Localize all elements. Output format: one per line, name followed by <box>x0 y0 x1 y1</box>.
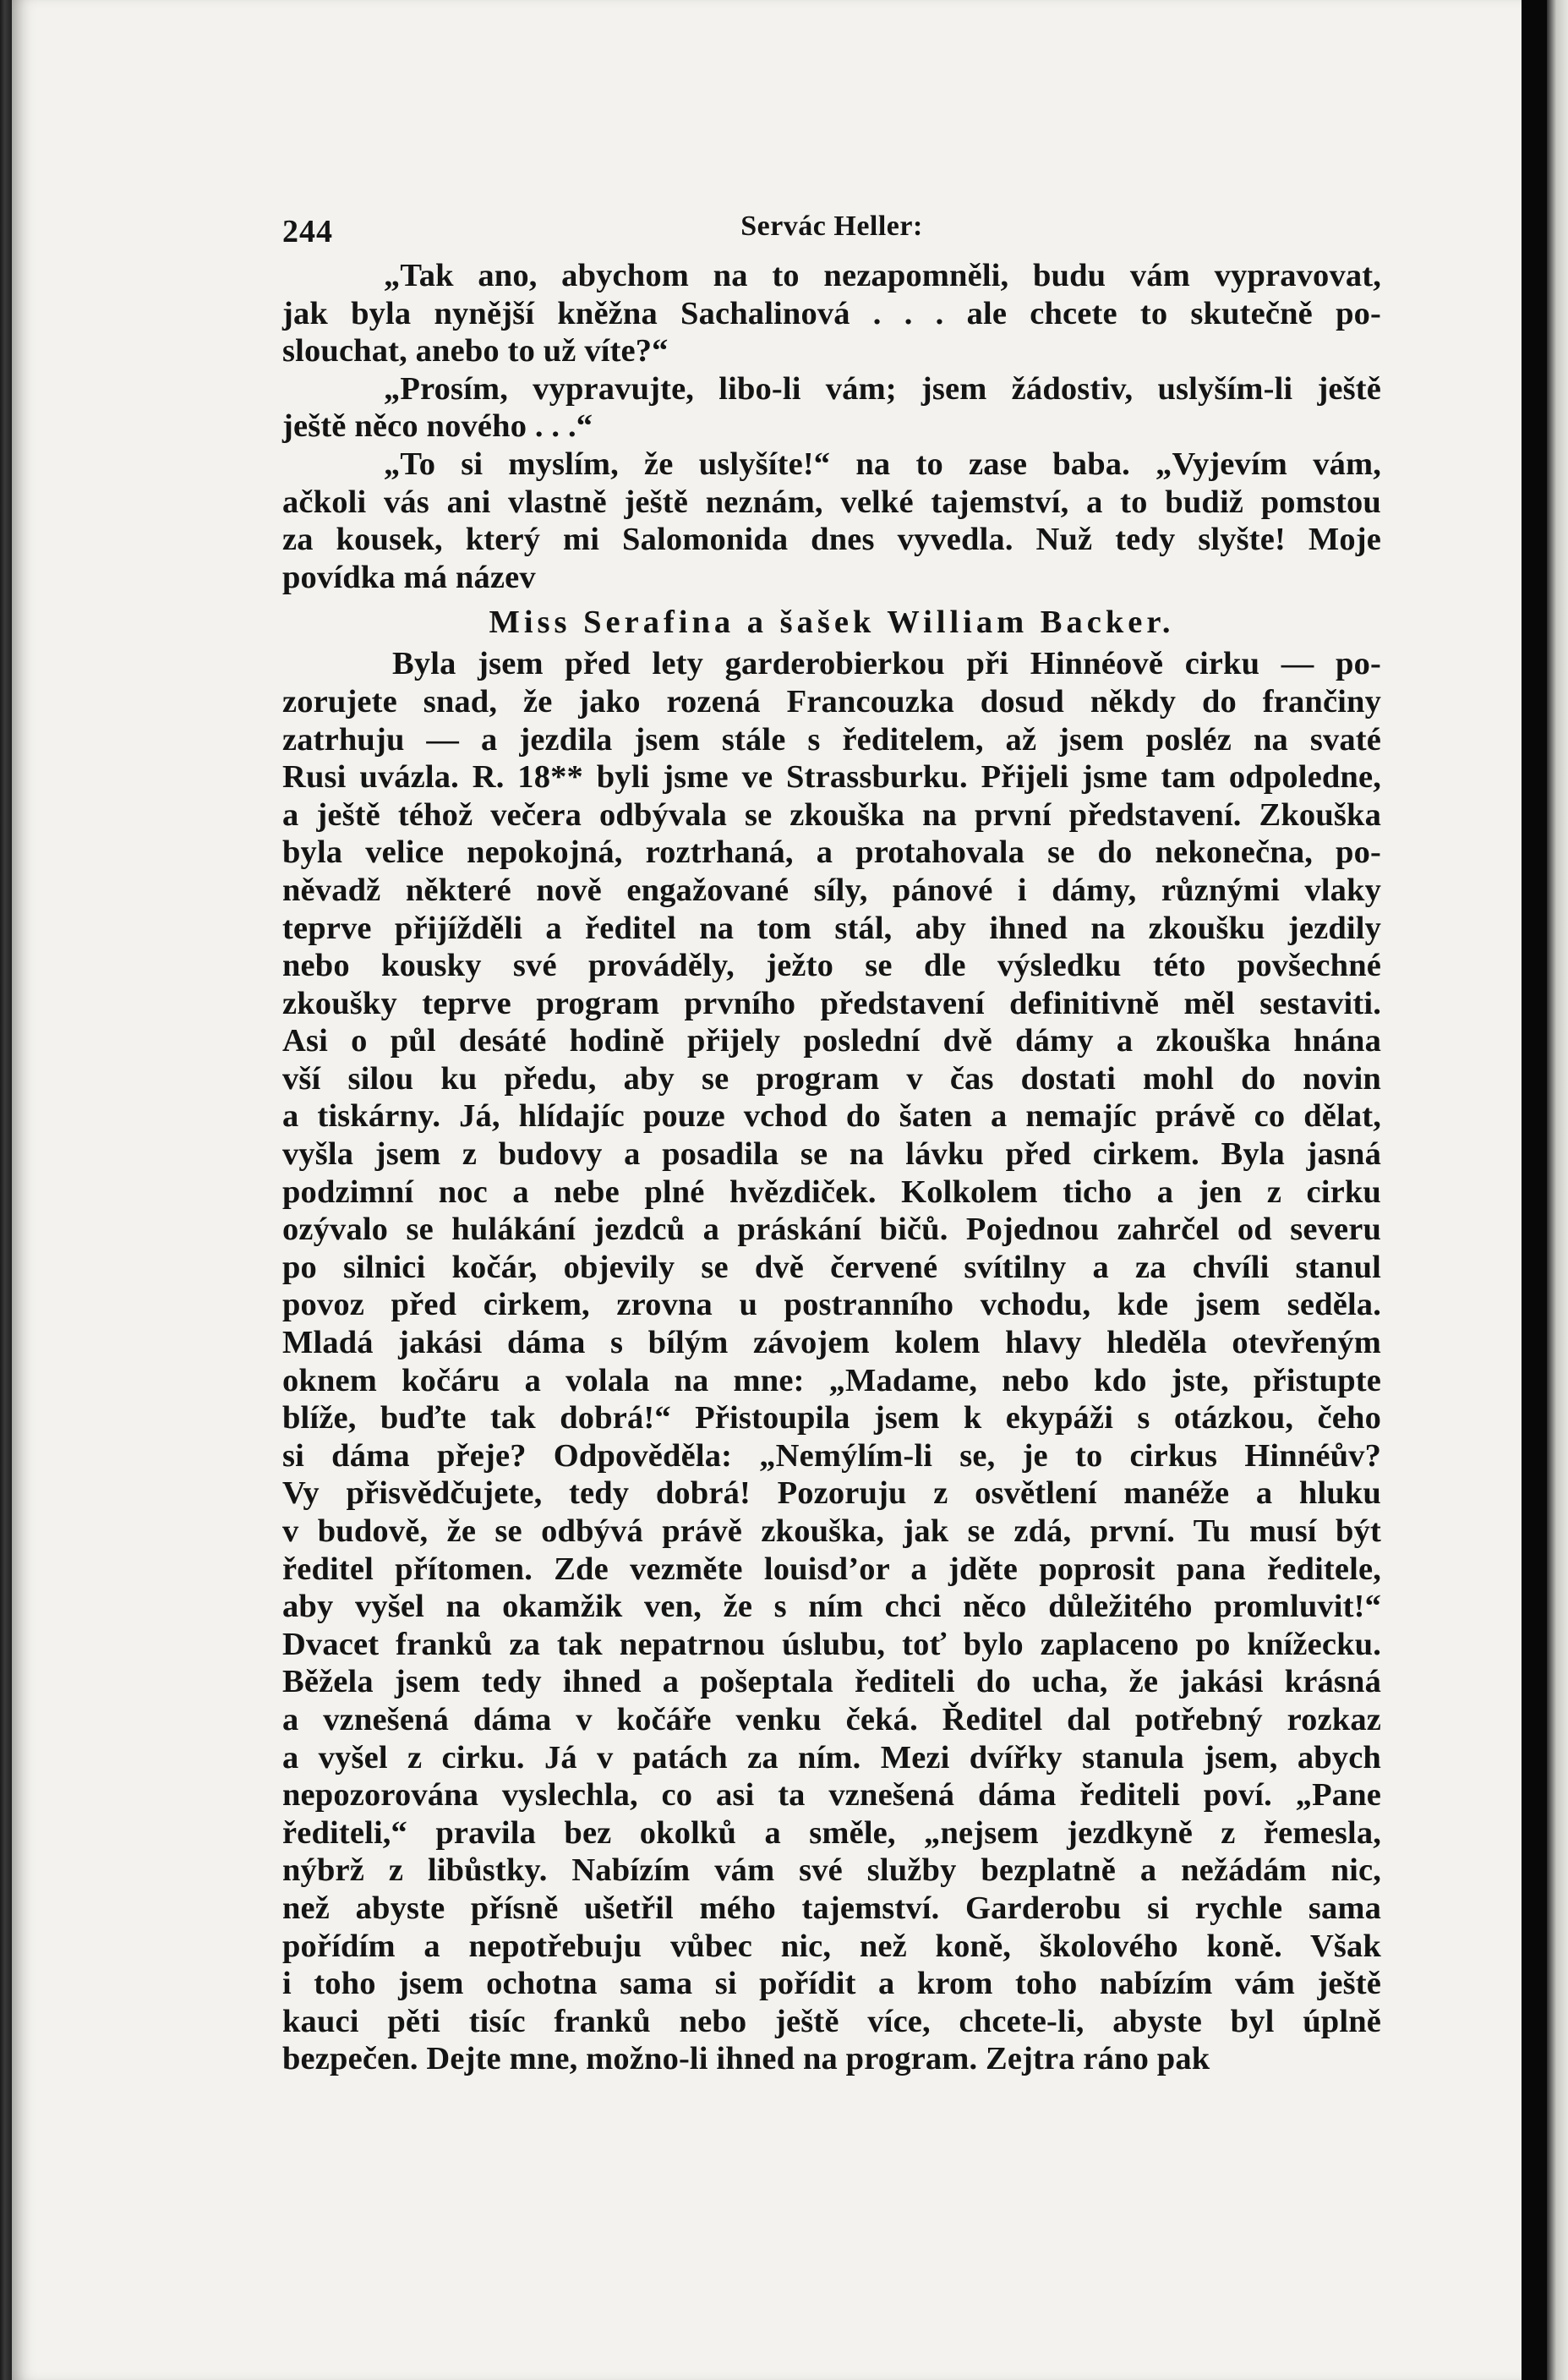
text-line: a vyšel z cirku. Já v patách za ním. Mezi dvířky stanula jsem, abych <box>282 1739 1381 1775</box>
text-line: než abyste přísně ušetřil mého tajemství. Garderobu si rychle sama <box>282 1890 1381 1926</box>
text-line: v budově, že se odbývá právě zkouška, jak se zdá, první. Tu musí být <box>282 1513 1381 1549</box>
text-line: Mladá jakási dáma s bílým závojem kolem hlavy hleděla otevřeným <box>282 1325 1381 1361</box>
page-number: 244 <box>282 214 333 249</box>
book-page <box>12 0 1522 2380</box>
text-line: nýbrž z libůstky. Nabízím vám své služby bezplatně a nežádám nic, <box>282 1852 1381 1889</box>
paragraph <box>282 257 1381 370</box>
running-head: Servác Heller: <box>740 211 923 242</box>
text-line: něvadž některé nově engažované síly, pánové i dámy, různými vlaky <box>282 872 1381 908</box>
text-line: slouchat, anebo to už víte?“ <box>282 333 669 369</box>
text-line: Asi o půl desáté hodině přijely poslední dvě dámy a zkouška hnána <box>282 1023 1381 1059</box>
text-line: zatrhuju — a jezdila jsem stále s ředitelem, až jsem posléz na svaté <box>282 721 1381 758</box>
text-line: blíže, buďte tak dobrá!“ Přistoupila jsem k ekypáži s otázkou, čeho <box>282 1400 1381 1436</box>
text-line: za kousek, který mi Salomonida dnes vyvedla. Nuž tedy slyšte! Moje <box>282 522 1381 558</box>
text-line: ještě něco nového . . .“ <box>282 408 593 445</box>
text-line: ačkoli vás ani vlastně ještě neznám, velké tajemství, a to budiž pomstou <box>282 484 1381 520</box>
text-line: po silnici kočár, objevily se dvě červené svítilny a za chvíli stanul <box>282 1249 1381 1285</box>
text-line: Vy přisvědčujete, tedy dobrá! Pozoruju z osvětlení manéže a hluku <box>282 1475 1381 1512</box>
text-line: zorujete snad, že jako rozená Francouzka dosud někdy do frančiny <box>282 683 1381 719</box>
text-line: povídka má název <box>282 559 536 595</box>
text-line: podzimní noc a nebe plné hvězdiček. Kolkolem ticho a jen z cirku <box>282 1174 1381 1210</box>
text-line: byla velice nepokojná, roztrhaná, a protahovala se do nekonečna, po- <box>282 834 1381 871</box>
text-body <box>282 257 1381 2078</box>
text-line: kauci pěti tisíc franků nebo ještě více, chcete-li, abyste byl úplně <box>282 2003 1381 2039</box>
text-line: „Prosím, vypravujte, libo-li vám; jsem žádostiv, uslyším-li ještě <box>384 370 1381 407</box>
text-line: ozývalo se hulákání jezdců a práskání bičů. Pojednou zahrčel od severu <box>282 1212 1381 1248</box>
scan-left-edge <box>0 0 12 2380</box>
text-line: povoz před cirkem, zrovna u postranního vchodu, kde jsem seděla. <box>282 1287 1381 1323</box>
text-line: ředitel přítomen. Zde vezměte louisd’or a jděte poprosit pana ředitele, <box>282 1551 1381 1587</box>
text-line: „To si myslím, že uslyšíte!“ na to zase baba. „Vyjevím vám, <box>384 446 1381 482</box>
text-line: vší silou ku předu, aby se program v čas dostati mohl do novin <box>282 1060 1381 1097</box>
text-line: a vznešená dáma v kočáře venku čeká. Ředitel dal potřebný rozkaz <box>282 1701 1381 1737</box>
text-line: aby vyšel na okamžik ven, že s ním chci něco důležitého promluvit!“ <box>282 1589 1381 1625</box>
text-line: si dáma přeje? Odpověděla: „Nemýlím-li se, je to cirkus Hinnéův? <box>282 1437 1381 1474</box>
text-line: teprve přijížděli a ředitel na tom stál, aby ihned na zkoušku jezdily <box>282 910 1381 946</box>
page-header <box>282 203 1381 257</box>
scan-next-page-edge <box>1547 0 1568 2380</box>
text-line: Rusi uvázla. R. 18** byli jsme ve Strassburku. Přijeli jsme tam odpoledne, <box>282 759 1381 796</box>
text-line: bezpečen. Dejte mne, možno-li ihned na program. Zejtra ráno pak <box>282 2041 1210 2077</box>
paragraph <box>282 645 1381 2078</box>
text-line: řediteli,“ pravila bez okolků a směle, „nejsem jezdkyně z řemesla, <box>282 1814 1381 1851</box>
text-line: Byla jsem před lety garderobierkou při Hinnéově cirku — po- <box>392 646 1381 682</box>
text-line: oknem kočáru a volala na mne: „Madame, nebo kdo jste, přistupte <box>282 1362 1381 1398</box>
text-line: nepozorována vyslechla, co asi ta vznešená dáma řediteli poví. „Pane <box>282 1777 1381 1814</box>
paragraph <box>282 370 1381 446</box>
text-line: a tiskárny. Já, hlídajíc pouze vchod do šaten a nemajíc právě co dělat, <box>282 1098 1381 1135</box>
text-line: „Tak ano, abychom na to nezapomněli, budu vám vypravovat, <box>384 258 1381 293</box>
text-line: i toho jsem ochotna sama si pořídit a krom toho nabízím vám ještě <box>282 1966 1381 2002</box>
text-line: a ještě téhož večera odbývala se zkouška na první představení. Zkouška <box>282 796 1381 833</box>
text-line: Dvacet franků za tak nepatrnou úslubu, toť bylo zaplaceno po knížecku. <box>282 1626 1381 1662</box>
text-line: vyšla jsem z budovy a posadila se na lávku před cirkem. Byla jasná <box>282 1136 1381 1173</box>
page-content <box>282 203 1381 2078</box>
text-line: Běžela jsem tedy ihned a pošeptala řediteli do ucha, že jakási krásná <box>282 1664 1381 1700</box>
text-line: jak byla nynější kněžna Sachalinová . . . ale chcete to skutečně po- <box>282 295 1381 331</box>
story-title: Miss Serafina a šašek William Backer. <box>489 605 1175 641</box>
paragraph <box>282 446 1381 596</box>
text-line: pořídím a nepotřebuju vůbec nic, než koně, školového koně. Však <box>282 1928 1381 1964</box>
text-line: nebo kousky své prováděly, ježto se dle výsledku této povšechné <box>282 948 1381 984</box>
text-line: zkoušky teprve program prvního představení definitivně měl sestaviti. <box>282 985 1381 1021</box>
